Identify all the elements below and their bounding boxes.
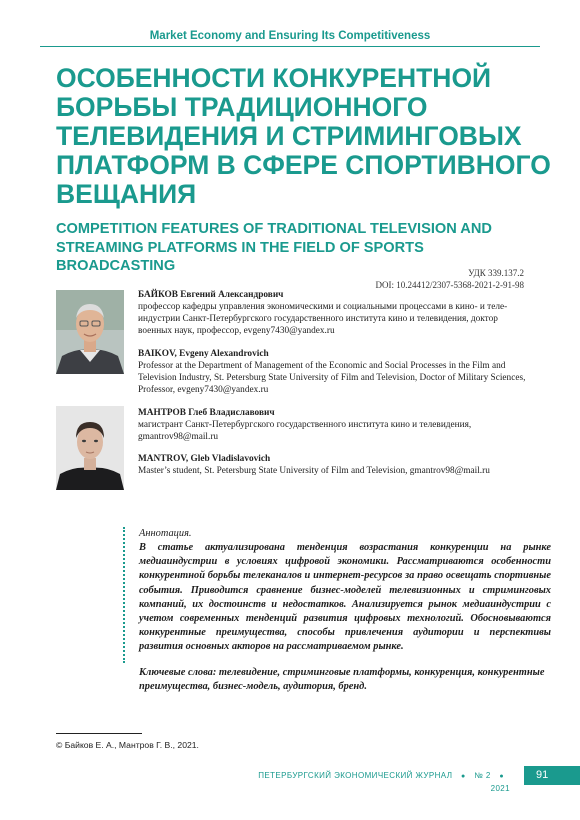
journal-section-header: Market Economy and Ensuring Its Competitiveness — [149, 30, 431, 42]
udk-code: УДК 339.137.2 — [468, 268, 524, 278]
article-title-ru: ОСОБЕННОСТИ КОНКУРЕНТНОЙ БОРЬБЫ ТРАДИЦИОННОГО ТЕЛЕВИДЕНИЯ И СТРИМИНГОВЫХ ПЛАТФОРМ В СФЕРЕ СПОРТИВНОГО ВЕЩАНИЯ — [56, 63, 551, 209]
journal-footer — [240, 770, 510, 795]
footnote-divider — [56, 733, 142, 734]
author-affiliation-ru: профессор кафедры управления экономическими и социальными процессами в кино- и телеиндустрии Санкт-Петербургского государственного института кино и телевидения, доктор военных наук, профессор, evgeny7430@yandex.ru — [138, 302, 508, 336]
keywords: Ключевые слова: телевидение, стриминговые платформы, конкуренция, конкурентные преимущества, бизнес-модель, аудитория, бренд. — [139, 666, 545, 692]
issue-number: № 2 — [474, 771, 491, 780]
author-info-mantrov-ru — [138, 407, 530, 443]
author-name-ru: БАЙКОВ Евгений Александрович — [138, 290, 284, 300]
author-info-baikov-ru — [138, 289, 530, 337]
abstract-heading: Аннотация. — [139, 528, 192, 539]
header-divider — [40, 46, 540, 47]
doi: DOI: 10.24412/2307-5368-2021-2-91-98 — [375, 280, 524, 290]
abstract-text: В статье актуализирована тенденция возрастания конкуренции на рынке медиаиндустрии в условиях цифровой экономики. Рассматриваются особенности конкурентной борьбы телеканалов и интернет-ресурсов за право освещать спортивные события. Приводится сравнение бизнес-моделей телевизионных и стриминговых компаний, их достоинств и недостатков. Анализируется рынок медиаиндустрии с учетом современных тенденций развития цифровых технологий. Обосновываются конкурентные преимущества, способы привлечения аудитории и перспективы развития основных акторов на рассматриваемом рынке. — [139, 542, 551, 653]
author-photo-mantrov — [56, 406, 124, 490]
issue-year: 2021 — [490, 784, 510, 793]
bullet-icon: ● — [499, 773, 504, 780]
author-photo-baikov — [56, 290, 124, 374]
author-affiliation-en: Professor at the Department of Management of the Economic and Social Processes in the Film and Television Industry, St. Petersburg State University of Film and Television, Doctor of Military Sciences, Professor, evgeny7430@yandex.ru — [138, 361, 526, 395]
author-info-mantrov-en — [138, 453, 530, 477]
author-name-en: MANTROV, Gleb Vladislavovich — [138, 454, 271, 464]
article-title-en: COMPETITION FEATURES OF TRADITIONAL TELEVISION AND STREAMING PLATFORMS IN THE FIELD OF SPORTS BROADCASTING — [56, 221, 492, 274]
author-name-en: BAIKOV, Evgeny Alexandrovich — [138, 349, 269, 359]
bullet-icon: ● — [461, 773, 466, 780]
author-affiliation-ru: магистрант Санкт-Петербургского государственного института кино и телевидения, gmantrov98@mail.ru — [138, 420, 472, 442]
author-affiliation-en: Master’s student, St. Petersburg State University of Film and Television, gmantrov98@mail.ru — [138, 466, 490, 476]
author-name-ru: МАНТРОВ Глеб Владиславович — [138, 408, 275, 418]
abstract-block — [123, 527, 551, 692]
author-info-baikov-en — [138, 348, 530, 396]
journal-name: ПЕТЕРБУРГСКИЙ ЭКОНОМИЧЕСКИЙ ЖУРНАЛ — [258, 771, 453, 780]
page-number: 91 — [524, 766, 580, 785]
copyright-footnote: © Байков Е. А., Мантров Г. В., 2021. — [56, 740, 199, 750]
